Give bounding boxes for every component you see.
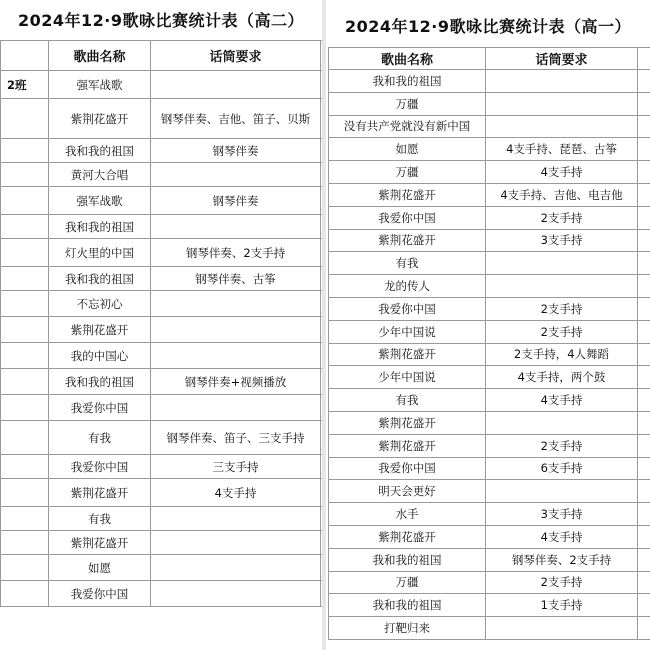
class-cell <box>1 369 49 395</box>
requirement-cell <box>486 115 638 138</box>
requirement-cell <box>486 70 638 93</box>
song-cell: 紫荆花盛开 <box>49 317 151 343</box>
song-cell: 不忘初心 <box>49 291 151 317</box>
extra-cell <box>638 115 650 138</box>
song-cell: 万疆 <box>329 571 486 594</box>
class-cell <box>1 239 49 267</box>
table-row <box>1 369 323 395</box>
requirement-cell: 4支手持 <box>486 525 638 548</box>
table-row <box>329 297 650 320</box>
table-row <box>1 187 323 215</box>
extra-cell <box>638 389 650 412</box>
requirement-cell: 2支手持 <box>486 297 638 320</box>
table-row <box>1 239 323 267</box>
table-row <box>1 163 323 187</box>
requirement-cell: 4支手持 <box>151 479 321 507</box>
extra-cell <box>638 548 650 571</box>
song-cell: 我爱你中国 <box>49 455 151 479</box>
table-row <box>329 229 650 252</box>
header-song: 歌曲名称 <box>329 48 486 70</box>
requirement-cell: 4支手持、吉他、电吉他 <box>486 183 638 206</box>
class-cell <box>1 99 49 139</box>
song-cell: 我爱你中国 <box>329 297 486 320</box>
extra-cell <box>638 617 650 640</box>
requirement-cell: 4支手持 <box>486 389 638 412</box>
requirement-cell <box>151 395 321 421</box>
song-cell: 强军战歌 <box>49 71 151 99</box>
table-row <box>329 389 650 412</box>
song-cell: 我和我的祖国 <box>49 139 151 163</box>
song-cell: 我和我的祖国 <box>49 369 151 395</box>
song-cell: 紫荆花盛开 <box>329 525 486 548</box>
requirement-cell: 2支手持 <box>486 206 638 229</box>
sheet-title: 2024年12·9歌咏比赛统计表（高二） <box>17 11 304 30</box>
header-row <box>1 41 323 71</box>
requirement-cell <box>486 617 638 640</box>
table-row <box>1 507 323 531</box>
table-row <box>329 115 650 138</box>
song-cell: 我爱你中国 <box>329 457 486 480</box>
requirement-cell <box>486 252 638 275</box>
requirement-cell: 2支手持 <box>486 571 638 594</box>
extra-cell <box>638 92 650 115</box>
requirement-cell: 3支手持 <box>486 503 638 526</box>
requirement-cell: 钢琴伴奏 <box>151 187 321 215</box>
extra-cell <box>638 161 650 184</box>
table-row <box>329 366 650 389</box>
requirement-cell <box>486 411 638 434</box>
table-row <box>1 99 323 139</box>
requirement-cell <box>151 507 321 531</box>
requirement-cell: 钢琴伴奏+视频播放 <box>151 369 321 395</box>
extra-cell <box>638 70 650 93</box>
requirement-cell <box>486 275 638 298</box>
table-row <box>1 395 323 421</box>
extra-cell <box>638 297 650 320</box>
song-table <box>328 47 650 640</box>
table-row <box>329 434 650 457</box>
table-row <box>1 343 323 369</box>
header-song: 歌曲名称 <box>49 41 151 71</box>
table-row <box>329 70 650 93</box>
requirement-cell <box>486 92 638 115</box>
extra-cell <box>638 571 650 594</box>
song-cell: 打靶归来 <box>329 617 486 640</box>
song-cell: 紫荆花盛开 <box>49 479 151 507</box>
sheet-senior-two <box>0 0 322 650</box>
song-cell: 有我 <box>49 507 151 531</box>
table-row <box>329 183 650 206</box>
extra-cell <box>638 411 650 434</box>
song-cell: 龙的传人 <box>329 275 486 298</box>
song-cell: 紫荆花盛开 <box>329 343 486 366</box>
song-cell: 紫荆花盛开 <box>329 229 486 252</box>
table-row <box>1 139 323 163</box>
class-cell <box>1 187 49 215</box>
class-cell: 2班 <box>1 71 49 99</box>
requirement-cell <box>151 343 321 369</box>
extra-cell <box>638 503 650 526</box>
song-cell: 万疆 <box>329 92 486 115</box>
song-cell: 我和我的祖国 <box>49 267 151 291</box>
requirement-cell: 3支手持 <box>486 229 638 252</box>
table-row <box>329 548 650 571</box>
header-extra <box>638 48 650 70</box>
song-cell: 明天会更好 <box>329 480 486 503</box>
requirement-cell: 4支手持、琵琶、古筝 <box>486 138 638 161</box>
class-cell <box>1 395 49 421</box>
song-cell: 如愿 <box>49 555 151 581</box>
table-row <box>329 457 650 480</box>
requirement-cell: 4支手持，两个鼓 <box>486 366 638 389</box>
song-cell: 我的中国心 <box>49 343 151 369</box>
class-cell <box>1 455 49 479</box>
class-cell <box>1 531 49 555</box>
song-cell: 紫荆花盛开 <box>49 99 151 139</box>
table-row <box>329 92 650 115</box>
table-row <box>1 71 323 99</box>
table-row <box>329 480 650 503</box>
header-requirement: 话筒要求 <box>151 41 321 71</box>
song-cell: 我和我的祖国 <box>49 215 151 239</box>
song-cell: 万疆 <box>329 161 486 184</box>
song-cell: 我爱你中国 <box>329 206 486 229</box>
table-row <box>329 617 650 640</box>
table-row <box>329 525 650 548</box>
table-row <box>329 571 650 594</box>
requirement-cell: 钢琴伴奏、2支手持 <box>486 548 638 571</box>
song-table <box>0 40 322 607</box>
requirement-cell: 钢琴伴奏、古筝 <box>151 267 321 291</box>
class-cell <box>1 291 49 317</box>
song-cell: 强军战歌 <box>49 187 151 215</box>
class-cell <box>1 555 49 581</box>
extra-cell <box>638 229 650 252</box>
table-row <box>1 291 323 317</box>
song-cell: 没有共产党就没有新中国 <box>329 115 486 138</box>
requirement-cell: 1支手持 <box>486 594 638 617</box>
class-cell <box>1 343 49 369</box>
extra-cell <box>638 252 650 275</box>
song-cell: 灯火里的中国 <box>49 239 151 267</box>
class-cell <box>1 507 49 531</box>
table-row <box>1 531 323 555</box>
header-row <box>329 48 650 70</box>
song-cell: 我和我的祖国 <box>329 548 486 571</box>
song-cell: 紫荆花盛开 <box>329 434 486 457</box>
requirement-cell: 4支手持 <box>486 161 638 184</box>
class-cell <box>1 479 49 507</box>
requirement-cell <box>151 163 321 187</box>
table-row <box>1 267 323 291</box>
song-cell: 我爱你中国 <box>49 581 151 607</box>
table-row <box>1 455 323 479</box>
table-row <box>329 320 650 343</box>
sheet-senior-one <box>326 0 650 650</box>
requirement-cell: 2支手持 <box>486 434 638 457</box>
requirement-cell: 钢琴伴奏、2支手持 <box>151 239 321 267</box>
extra-cell <box>638 206 650 229</box>
extra-cell <box>638 525 650 548</box>
requirement-cell <box>486 480 638 503</box>
song-cell: 水手 <box>329 503 486 526</box>
requirement-cell: 钢琴伴奏、吉他、笛子、贝斯 <box>151 99 321 139</box>
requirement-cell <box>151 317 321 343</box>
requirement-cell: 2支手持 <box>486 320 638 343</box>
requirement-cell <box>151 215 321 239</box>
class-cell <box>1 267 49 291</box>
song-cell: 我和我的祖国 <box>329 594 486 617</box>
extra-cell <box>638 320 650 343</box>
table-row <box>329 594 650 617</box>
table-row <box>329 206 650 229</box>
table-row <box>1 317 323 343</box>
song-cell: 紫荆花盛开 <box>329 183 486 206</box>
extra-cell <box>638 366 650 389</box>
table-row <box>329 252 650 275</box>
song-cell: 紫荆花盛开 <box>49 531 151 555</box>
class-cell <box>1 139 49 163</box>
sheet-title: 2024年12·9歌咏比赛统计表（高一） <box>344 17 631 36</box>
extra-cell <box>638 343 650 366</box>
song-cell: 少年中国说 <box>329 320 486 343</box>
extra-cell <box>638 457 650 480</box>
table-row <box>329 161 650 184</box>
extra-cell <box>638 275 650 298</box>
class-cell <box>1 317 49 343</box>
song-cell: 紫荆花盛开 <box>329 411 486 434</box>
song-cell: 我爱你中国 <box>49 395 151 421</box>
extra-cell <box>638 183 650 206</box>
extra-cell <box>638 594 650 617</box>
table-row <box>329 275 650 298</box>
table-row <box>1 215 323 239</box>
requirement-cell: 钢琴伴奏、笛子、三支手持 <box>151 421 321 455</box>
requirement-cell: 6支手持 <box>486 457 638 480</box>
requirement-cell <box>151 71 321 99</box>
song-cell: 少年中国说 <box>329 366 486 389</box>
table-row <box>329 503 650 526</box>
requirement-cell: 三支手持 <box>151 455 321 479</box>
header-requirement: 话筒要求 <box>486 48 638 70</box>
table-row <box>1 555 323 581</box>
song-cell: 有我 <box>49 421 151 455</box>
song-cell: 有我 <box>329 389 486 412</box>
song-cell: 有我 <box>329 252 486 275</box>
table-row <box>1 581 323 607</box>
table-row <box>329 411 650 434</box>
class-cell <box>1 421 49 455</box>
requirement-cell: 钢琴伴奏 <box>151 139 321 163</box>
header-class <box>1 41 49 71</box>
table-row <box>329 343 650 366</box>
table-row <box>329 138 650 161</box>
song-cell: 黄河大合唱 <box>49 163 151 187</box>
song-cell: 如愿 <box>329 138 486 161</box>
table-row <box>1 479 323 507</box>
requirement-cell: 2支手持，4人舞蹈 <box>486 343 638 366</box>
extra-cell <box>638 480 650 503</box>
class-cell <box>1 581 49 607</box>
requirement-cell <box>151 555 321 581</box>
extra-cell <box>638 138 650 161</box>
class-cell <box>1 163 49 187</box>
requirement-cell <box>151 291 321 317</box>
song-cell: 我和我的祖国 <box>329 70 486 93</box>
requirement-cell <box>151 581 321 607</box>
class-cell <box>1 215 49 239</box>
table-row <box>1 421 323 455</box>
extra-cell <box>638 434 650 457</box>
requirement-cell <box>151 531 321 555</box>
